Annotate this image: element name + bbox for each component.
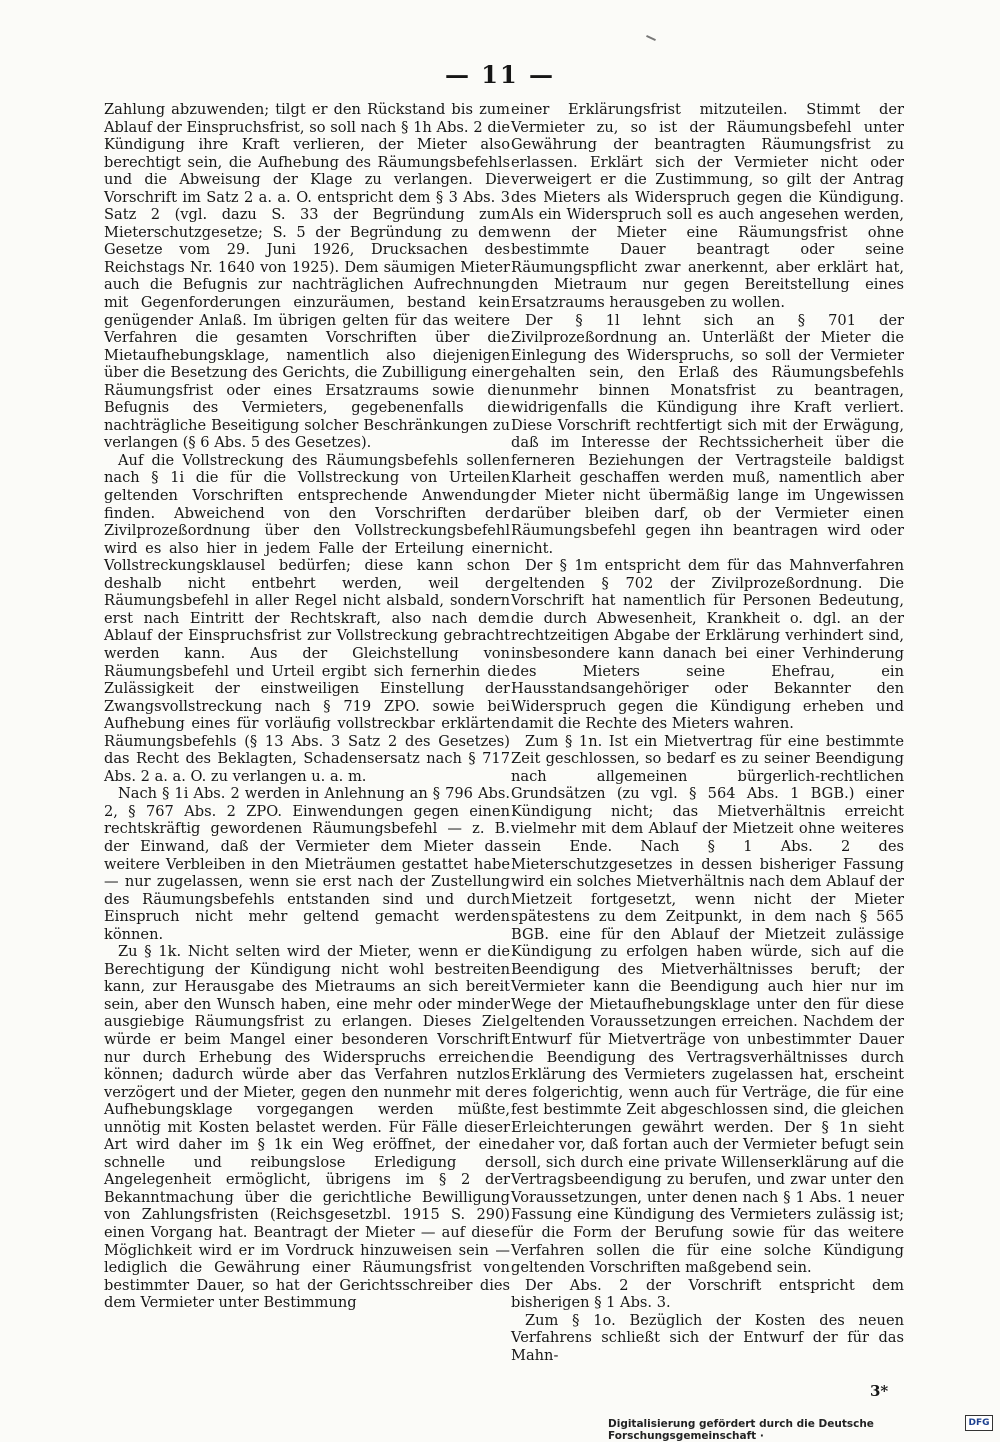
paragraph: Zum § 1n. Ist ein Mietvertrag für eine bestimmte Zeit geschlossen, so bedarf es zu seiner Beendigung nach allgemeinen bürgerlich-rechtlichen Grundsätzen (zu vgl. § 564 Abs. 1 BGB.) einer Kündigung nicht; das Mietverhältnis erreicht vielmehr mit dem Ablauf der Mietzeit ohne weiteres sein Ende. Nach § 1 Abs. 2 des Mieterschutzgesetzes in dessen bisheriger Fassung wird ein solches Mietverhältnis nach dem Ablauf der Mietzeit fortgesetzt, wenn nicht der Mieter spätestens zu dem Zeitpunkt, in dem nach § 565 BGB. eine für den Ablauf der Mietzeit zulässige Kündigung zu erfolgen haben würde, sich auf die Beendigung des Mietverhältnisses beruft; der Vermieter kann die Beendigung auch hier nur im Wege der Mietaufhebungsklage unter den für diese geltenden Voraussetzungen erreichen. Nachdem der Entwurf für Mietverträge von unbestimmter Dauer die Beendigung des Vertragsverhältnisses durch Erklärung des Vermieters zugelassen hat, erscheint es folgerichtig, wenn auch für Verträge, die für eine fest bestimmte Zeit abgeschlossen sind, die gleichen Erleichterungen gewährt werden. Der § 1n sieht daher vor, daß fortan auch der Vermieter befugt sein soll, sich durch eine private Willenserklärung auf die Vertragsbeendigung zu berufen, und zwar unter den Voraussetzungen, unter denen nach § 1 Abs. 1 neuer Fassung eine Kündigung des Vermieters zulässig ist; für die Form der Berufung sowie für das weitere Verfahren sollen die für eine solche Kündigung geltenden Vorschriften maßgebend sein. <box>511 732 904 1277</box>
paragraph: Nach § 1i Abs. 2 werden in Anlehnung an § 796 Abs. 2, § 767 Abs. 2 ZPO. Einwendungen gegen einen rechtskräftig gewordenen Räumungsbefehl — z. B. der Einwand, daß der Vermieter dem Mieter das weitere Verbleiben in den Mieträumen gestattet habe — nur zugelassen, wenn sie erst nach der Zustellung des Räumungsbefehls entstanden sind und durch Einspruch nicht mehr geltend gemacht werden können. <box>104 785 510 943</box>
paragraph: Zu § 1k. Nicht selten wird der Mieter, wenn er die Berechtigung der Kündigung nicht wohl bestreiten kann, zur Herausgabe des Mietraums an sich bereit sein, aber den Wunsch haben, eine mehr oder minder ausgiebige Räumungsfrist zu erlangen. Dieses Ziel würde er beim Mangel einer besonderen Vorschrift nur durch Erhebung des Widerspruchs erreichen können; dadurch würde aber das Verfahren nutzlos verzögert und der Mieter, gegen den nunmehr mit der Aufhebungsklage vorgegangen werden müßte, unnötig mit Kosten belastet werden. Für Fälle dieser Art wird daher im § 1k ein Weg eröffnet, der eine schnelle und reibungslose Erledigung der Angelegenheit ermöglicht, übrigens im § 2 der Bekanntmachung über die gerichtliche Bewilligung von Zahlungsfristen (Reichsgesetzbl. 1915 S. 290) einen Vorgang hat. Beantragt der Mieter — auf diese Möglichkeit wird er im Vordruck hinzuweisen sein — lediglich die Gewährung einer Räumungsfrist von bestimmter Dauer, so hat der Gerichtsschreiber dies dem Vermieter unter Bestimmung <box>104 943 510 1312</box>
right-column <box>511 101 904 1364</box>
paragraph: Auf die Vollstreckung des Räumungsbefehls sollen nach § 1i die für die Vollstreckung von Urteilen geltenden Vorschriften entsprechende Anwendung finden. Abweichend von den Vorschriften der Zivilprozeßordnung über den Vollstreckungsbefehl wird es also hier in jedem Falle der Erteilung einer Vollstreckungsklausel bedürfen; diese kann schon deshalb nicht entbehrt werden, weil der Räumungsbefehl in aller Regel nicht alsbald, sondern erst nach Eintritt der Rechtskraft, also nach dem Ablauf der Einspruchsfrist zur Vollstreckung gebracht werden kann. Aus der Gleichstellung von Räumungsbefehl und Urteil ergibt sich fernerhin die Zulässigkeit der einstweiligen Einstellung der Zwangsvollstreckung nach § 719 ZPO. sowie bei Aufhebung eines für vorläufig vollstreckbar erklärten Räumungsbefehls (§ 13 Abs. 3 Satz 2 des Gesetzes) das Recht des Beklagten, Schadensersatz nach § 717 Abs. 2 a. a. O. zu verlangen u. a. m. <box>104 451 510 785</box>
dfg-logo-icon: DFG <box>965 1415 993 1431</box>
paragraph: Zahlung abzuwenden; tilgt er den Rückstand bis zum Ablauf der Einspruchsfrist, so soll nach § 1h Abs. 2 die Kündigung ihre Kraft verlieren, der Mieter also berechtigt sein, die Aufhebung des Räumungsbefehls und die Abweisung der Klage zu verlangen. Die Vorschrift im Satz 2 a. a. O. entspricht dem § 3 Abs. 3 Satz 2 (vgl. dazu S. 33 der Begründung zum Mieterschutzgesetze; S. 5 der Begründung zu dem Gesetze vom 29. Juni 1926, Drucksachen des Reichstags Nr. 1640 von 1925). Dem säumigen Mieter auch die Befugnis zur nachträglichen Aufrechnung mit Gegenforderungen einzuräumen, bestand kein genügender Anlaß. Im übrigen gelten für das weitere Verfahren die gesamten Vorschriften über die Mietaufhebungsklage, namentlich also diejenigen über die Besetzung des Gerichts, die Zubilligung einer Räumungsfrist oder eines Ersatzraums sowie die Befugnis des Vermieters, gegebenenfalls die nachträgliche Beseitigung solcher Beschränkungen zu verlangen (§ 6 Abs. 5 des Gesetzes). <box>104 101 510 452</box>
sheet-signature: 3* <box>870 1382 889 1400</box>
footer-credit: Digitalisierung gefördert durch die Deutsche Forschungsgemeinschaft · <box>608 1418 874 1442</box>
paragraph: einer Erklärungsfrist mitzuteilen. Stimmt der Vermieter zu, so ist der Räumungsbefehl unter Gewährung der beantragten Räumungsfrist zu erlassen. Erklärt sich der Vermieter nicht oder verweigert er die Zustimmung, so gilt der Antrag des Mieters als Widerspruch gegen die Kündigung. Als ein Widerspruch soll es auch angesehen werden, wenn der Mieter eine Räumungsfrist ohne bestimmte Dauer beantragt oder seine Räumungspflicht zwar anerkennt, aber erklärt hat, den Mietraum nur gegen Bereitstellung eines Ersatzraums herausgeben zu wollen. <box>511 101 904 312</box>
left-column <box>104 101 510 1312</box>
paragraph: Zum § 1o. Bezüglich der Kosten des neuen Verfahrens schließt sich der Entwurf der für das Mahn- <box>511 1311 904 1364</box>
scan-mark <box>646 35 656 41</box>
paragraph: Der § 1l lehnt sich an § 701 der Zivilprozeßordnung an. Unterläßt der Mieter die Einlegung des Widerspruchs, so soll der Vermieter gehalten sein, den Erlaß des Räumungsbefehls nunmehr binnen Monatsfrist zu beantragen, widrigenfalls die Kündigung ihre Kraft verliert. Diese Vorschrift rechtfertigt sich mit der Erwägung, daß im Interesse der Rechtssicherheit über die ferneren Beziehungen der Vertragsteile baldigst Klarheit geschaffen werden muß, namentlich aber der Mieter nicht übermäßig lange im Ungewissen darüber bleiben darf, ob der Vermieter einen Räumungsbefehl gegen ihn beantragen wird oder nicht. <box>511 311 904 557</box>
paragraph: Der § 1m entspricht dem für das Mahnverfahren geltenden § 702 der Zivilprozeßordnung. Die Vorschrift hat namentlich für Personen Bedeutung, die durch Abwesenheit, Krankheit o. dgl. an der rechtzeitigen Abgabe der Erklärung verhindert sind, insbesondere kann danach bei einer Verhinderung des Mieters seine Ehefrau, ein Hausstandsangehöriger oder Bekannter den Widerspruch gegen die Kündigung erheben und damit die Rechte des Mieters wahren. <box>511 557 904 733</box>
page-number: — 11 — <box>444 60 556 89</box>
paragraph: Der Abs. 2 der Vorschrift entspricht dem bisherigen § 1 Abs. 3. <box>511 1276 904 1312</box>
